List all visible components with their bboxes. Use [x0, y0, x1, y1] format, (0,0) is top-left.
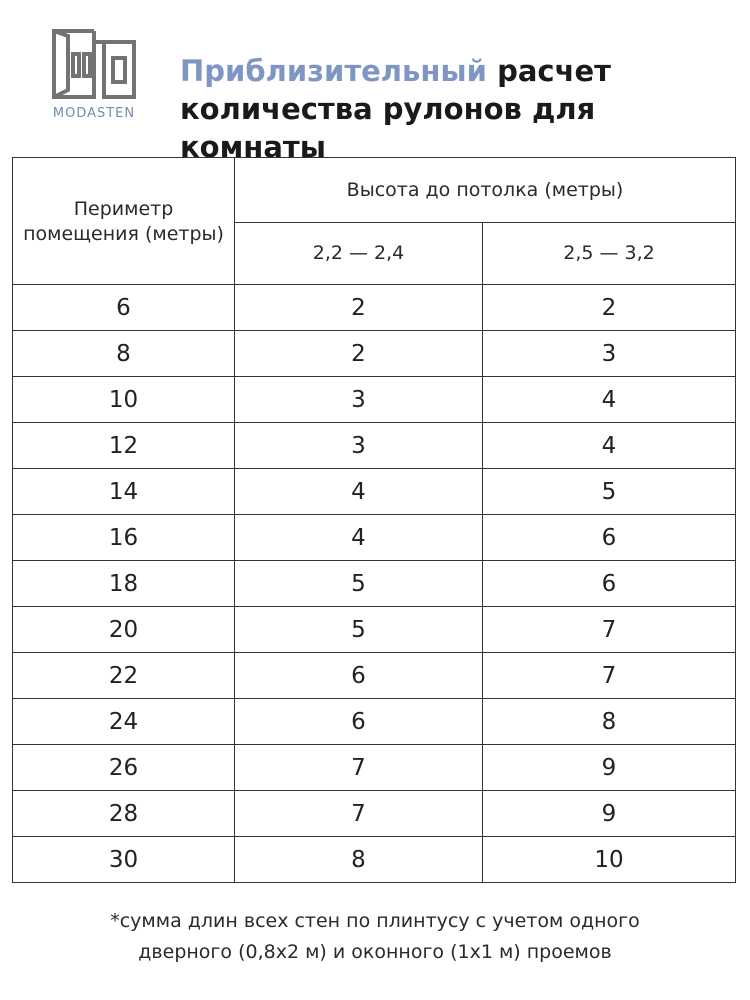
- rolls-low-cell: 4: [235, 469, 483, 515]
- rolls-high-cell: 8: [483, 699, 736, 745]
- rolls-high-cell: 4: [483, 423, 736, 469]
- rolls-low-cell: 7: [235, 791, 483, 837]
- table-row: [13, 653, 736, 699]
- perimeter-cell: 20: [13, 607, 235, 653]
- rolls-high-cell: 6: [483, 515, 736, 561]
- rolls-low-cell: 3: [235, 423, 483, 469]
- rolls-high-cell: 9: [483, 791, 736, 837]
- perimeter-cell: 14: [13, 469, 235, 515]
- perimeter-cell: 22: [13, 653, 235, 699]
- range-header-1: 2,2 — 2,4: [235, 222, 483, 284]
- rolls-high-cell: 5: [483, 469, 736, 515]
- perimeter-cell: 26: [13, 745, 235, 791]
- rolls-high-cell: 6: [483, 561, 736, 607]
- perimeter-cell: 10: [13, 377, 235, 423]
- table-row: [13, 331, 736, 377]
- perimeter-cell: 8: [13, 331, 235, 377]
- rolls-low-cell: 6: [235, 653, 483, 699]
- range-header-2: 2,5 — 3,2: [483, 222, 736, 284]
- table-row: [13, 423, 736, 469]
- perimeter-cell: 16: [13, 515, 235, 561]
- rolls-low-cell: 2: [235, 331, 483, 377]
- footnote-line2: дверного (0,8х2 м) и оконного (1х1 м) проемов: [138, 941, 612, 963]
- footnote: [0, 906, 750, 968]
- title-line2: количества рулонов для комнаты: [180, 92, 596, 164]
- perimeter-cell: 6: [13, 285, 235, 331]
- rolls-low-cell: 3: [235, 377, 483, 423]
- brand-name: MODASTEN: [52, 106, 136, 121]
- perimeter-cell: 28: [13, 791, 235, 837]
- rolls-low-cell: 4: [235, 515, 483, 561]
- perimeter-cell: 24: [13, 699, 235, 745]
- table-row: [13, 515, 736, 561]
- rolls-high-cell: 3: [483, 331, 736, 377]
- rolls-high-cell: 10: [483, 837, 736, 883]
- title-rest: расчет: [486, 54, 611, 88]
- height-header: Высота до потолка (метры): [235, 158, 736, 223]
- table-row: [13, 561, 736, 607]
- window-door-logo-icon: [48, 28, 140, 100]
- rolls-high-cell: 2: [483, 285, 736, 331]
- rolls-low-cell: 7: [235, 745, 483, 791]
- table-row: [13, 837, 736, 883]
- rolls-low-cell: 2: [235, 285, 483, 331]
- rolls-high-cell: 9: [483, 745, 736, 791]
- rolls-low-cell: 5: [235, 607, 483, 653]
- table-row: [13, 699, 736, 745]
- table-row: [13, 791, 736, 837]
- perimeter-header: Периметр помещения (метры): [13, 158, 235, 285]
- table-row: [13, 607, 736, 653]
- table-row: [13, 377, 736, 423]
- page-title: [180, 52, 750, 166]
- perimeter-cell: 18: [13, 561, 235, 607]
- brand-logo: [44, 28, 144, 124]
- rolls-high-cell: 7: [483, 607, 736, 653]
- rolls-low-cell: 8: [235, 837, 483, 883]
- rolls-high-cell: 4: [483, 377, 736, 423]
- table-row: [13, 285, 736, 331]
- table-row: [13, 745, 736, 791]
- rolls-low-cell: 6: [235, 699, 483, 745]
- perimeter-cell: 30: [13, 837, 235, 883]
- rolls-low-cell: 5: [235, 561, 483, 607]
- table-row: [13, 469, 736, 515]
- footnote-line1: *сумма длин всех стен по плинтусу с учетом одного: [110, 910, 640, 932]
- rolls-high-cell: 7: [483, 653, 736, 699]
- perimeter-cell: 12: [13, 423, 235, 469]
- rolls-table: [12, 157, 736, 883]
- title-accent: Приблизительный: [180, 54, 487, 88]
- table-body: [13, 285, 736, 883]
